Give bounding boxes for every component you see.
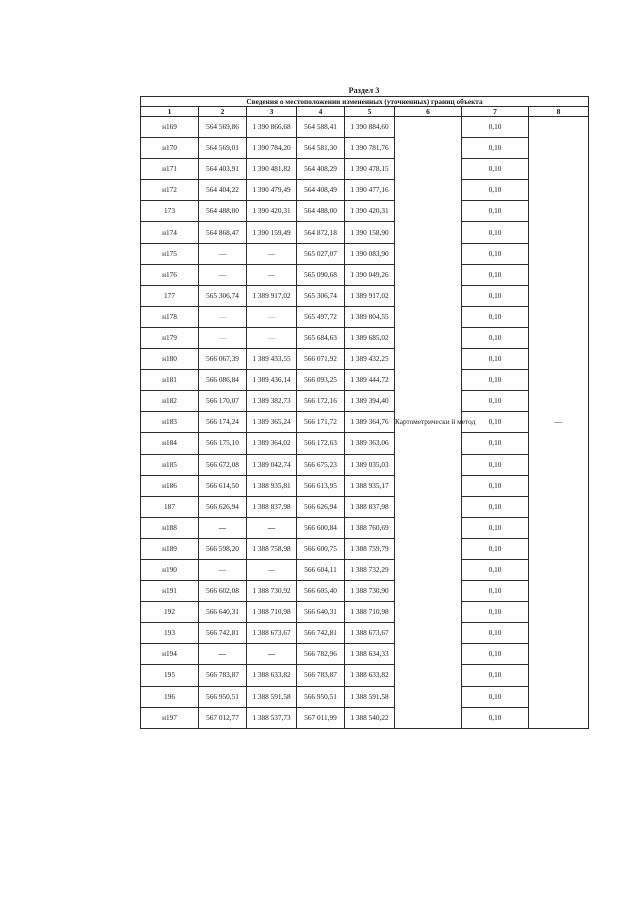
y-new-cell: 1 389 035,03 [345, 454, 395, 475]
x-new-cell: 566 604,11 [297, 559, 345, 580]
point-number-cell: н194 [141, 644, 199, 665]
y-old-cell: 1 389 436,14 [247, 370, 297, 391]
precision-cell: 0,10 [462, 243, 529, 264]
y-old-cell: 1 389 917,02 [247, 285, 297, 306]
x-new-cell: 566 742,81 [297, 623, 345, 644]
x-old-cell: — [199, 559, 247, 580]
point-number-cell: н184 [141, 433, 199, 454]
point-number-cell: н197 [141, 707, 199, 728]
x-old-cell: — [199, 243, 247, 264]
precision-cell: 0,10 [462, 581, 529, 602]
table-row [141, 517, 589, 538]
boundary-coordinates-table [140, 96, 589, 729]
y-new-cell: 1 388 591,58 [345, 686, 395, 707]
y-old-cell: — [247, 264, 297, 285]
x-old-cell: — [199, 306, 247, 327]
table-row [141, 117, 589, 138]
x-old-cell: 564 488,00 [199, 201, 247, 222]
x-new-cell: 564 408,29 [297, 159, 345, 180]
y-old-cell: 1 390 420,31 [247, 201, 297, 222]
table-row [141, 496, 589, 517]
point-number-cell: н181 [141, 370, 199, 391]
point-number-cell: 187 [141, 496, 199, 517]
y-old-cell: — [247, 243, 297, 264]
y-old-cell: 1 389 433,55 [247, 349, 297, 370]
precision-cell: 0,10 [462, 327, 529, 348]
precision-cell: 0,10 [462, 623, 529, 644]
y-new-cell: 1 389 685,02 [345, 327, 395, 348]
x-new-cell: 565 090,68 [297, 264, 345, 285]
precision-cell: 0,10 [462, 602, 529, 623]
point-number-cell: н172 [141, 180, 199, 201]
point-number-cell: н188 [141, 517, 199, 538]
x-new-cell: 566 093,25 [297, 370, 345, 391]
column-number: 4 [297, 107, 345, 117]
precision-cell: 0,10 [462, 433, 529, 454]
x-new-cell: 567 011,99 [297, 707, 345, 728]
table-row [141, 391, 589, 412]
x-old-cell: 564 569,86 [199, 117, 247, 138]
x-old-cell: 564 403,91 [199, 159, 247, 180]
point-number-cell: н170 [141, 138, 199, 159]
x-old-cell: — [199, 327, 247, 348]
y-old-cell: 1 388 837,98 [247, 496, 297, 517]
column-number-row [141, 107, 589, 117]
point-number-cell: н169 [141, 117, 199, 138]
column8-cell: — [529, 117, 589, 729]
y-old-cell: 1 389 382,73 [247, 391, 297, 412]
y-new-cell: 1 390 781,76 [345, 138, 395, 159]
precision-cell: 0,10 [462, 201, 529, 222]
precision-cell: 0,10 [462, 138, 529, 159]
y-new-cell: 1 388 732,29 [345, 559, 395, 580]
point-number-cell: 177 [141, 285, 199, 306]
y-new-cell: 1 389 804,55 [345, 306, 395, 327]
table-row [141, 686, 589, 707]
precision-cell: 0,10 [462, 306, 529, 327]
x-new-cell: 566 172,16 [297, 391, 345, 412]
point-number-cell: 192 [141, 602, 199, 623]
table-caption-row [141, 97, 589, 107]
x-old-cell: 564 404,22 [199, 180, 247, 201]
x-new-cell: 566 626,94 [297, 496, 345, 517]
y-new-cell: 1 389 444,72 [345, 370, 395, 391]
precision-cell: 0,10 [462, 665, 529, 686]
y-new-cell: 1 389 432,25 [345, 349, 395, 370]
y-old-cell: 1 389 365,24 [247, 412, 297, 433]
point-number-cell: 193 [141, 623, 199, 644]
table-body [141, 117, 589, 729]
y-new-cell: 1 388 759,79 [345, 538, 395, 559]
x-new-cell: 566 950,51 [297, 686, 345, 707]
precision-cell: 0,10 [462, 559, 529, 580]
y-new-cell: 1 389 917,02 [345, 285, 395, 306]
y-old-cell: 1 390 784,20 [247, 138, 297, 159]
x-new-cell: 565 684,63 [297, 327, 345, 348]
y-new-cell: 1 389 364,76 [345, 412, 395, 433]
y-new-cell: 1 388 633,82 [345, 665, 395, 686]
point-number-cell: 195 [141, 665, 199, 686]
x-old-cell: — [199, 517, 247, 538]
x-old-cell: 566 598,20 [199, 538, 247, 559]
point-number-cell: 196 [141, 686, 199, 707]
table-row [141, 454, 589, 475]
x-old-cell: 566 950,51 [199, 686, 247, 707]
y-old-cell: 1 390 481,82 [247, 159, 297, 180]
x-old-cell: — [199, 264, 247, 285]
table-row [141, 644, 589, 665]
y-old-cell: 1 388 591,58 [247, 686, 297, 707]
precision-cell: 0,10 [462, 349, 529, 370]
table-row [141, 327, 589, 348]
point-number-cell: н178 [141, 306, 199, 327]
y-old-cell: 1 388 710,98 [247, 602, 297, 623]
point-number-cell: н190 [141, 559, 199, 580]
x-new-cell: 566 171,72 [297, 412, 345, 433]
x-old-cell: 566 174,24 [199, 412, 247, 433]
precision-cell: 0,10 [462, 412, 529, 433]
y-old-cell: 1 390 479,49 [247, 180, 297, 201]
x-new-cell: 565 497,72 [297, 306, 345, 327]
x-new-cell: 566 782,96 [297, 644, 345, 665]
y-old-cell: — [247, 327, 297, 348]
table-row [141, 538, 589, 559]
column-number: 6 [395, 107, 462, 117]
precision-cell: 0,10 [462, 686, 529, 707]
column-number: 5 [345, 107, 395, 117]
table-row [141, 623, 589, 644]
precision-cell: 0,10 [462, 264, 529, 285]
column-number: 1 [141, 107, 199, 117]
x-old-cell: 566 170,07 [199, 391, 247, 412]
column-number: 7 [462, 107, 529, 117]
x-old-cell: 566 614,50 [199, 475, 247, 496]
y-new-cell: 1 390 420,31 [345, 201, 395, 222]
precision-cell: 0,10 [462, 496, 529, 517]
y-new-cell: 1 390 884,60 [345, 117, 395, 138]
table-row [141, 370, 589, 391]
y-new-cell: 1 390 049,26 [345, 264, 395, 285]
precision-cell: 0,10 [462, 475, 529, 496]
y-new-cell: 1 389 394,40 [345, 391, 395, 412]
table-caption: Сведения о местоположении измененных (уточненных) границ объекта [141, 97, 589, 107]
point-number-cell: н186 [141, 475, 199, 496]
x-new-cell: 566 675,23 [297, 454, 345, 475]
y-old-cell: 1 389 042,74 [247, 454, 297, 475]
point-number-cell: 173 [141, 201, 199, 222]
precision-cell: 0,10 [462, 180, 529, 201]
x-new-cell: 566 605,40 [297, 581, 345, 602]
y-new-cell: 1 390 083,90 [345, 243, 395, 264]
point-number-cell: н171 [141, 159, 199, 180]
point-number-cell: н174 [141, 222, 199, 243]
y-old-cell: — [247, 517, 297, 538]
point-number-cell: н179 [141, 327, 199, 348]
table-row [141, 475, 589, 496]
table-row [141, 306, 589, 327]
column-number: 8 [529, 107, 589, 117]
y-new-cell: 1 388 935,17 [345, 475, 395, 496]
x-new-cell: 564 581,30 [297, 138, 345, 159]
column-number: 3 [247, 107, 297, 117]
table-row [141, 264, 589, 285]
precision-cell: 0,10 [462, 644, 529, 665]
y-new-cell: 1 388 730,90 [345, 581, 395, 602]
point-number-cell: н182 [141, 391, 199, 412]
x-new-cell: 564 872,18 [297, 222, 345, 243]
table-row [141, 581, 589, 602]
precision-cell: 0,10 [462, 159, 529, 180]
x-new-cell: 566 071,92 [297, 349, 345, 370]
y-new-cell: 1 390 158,90 [345, 222, 395, 243]
y-old-cell: 1 390 159,49 [247, 222, 297, 243]
precision-cell: 0,10 [462, 538, 529, 559]
y-old-cell: 1 388 673,67 [247, 623, 297, 644]
x-old-cell: 566 640,31 [199, 602, 247, 623]
x-old-cell: 566 742,81 [199, 623, 247, 644]
y-old-cell: 1 388 758,98 [247, 538, 297, 559]
table-row [141, 180, 589, 201]
table-row [141, 138, 589, 159]
x-old-cell: 566 175,10 [199, 433, 247, 454]
precision-cell: 0,10 [462, 517, 529, 538]
x-new-cell: 565 027,07 [297, 243, 345, 264]
column-number: 2 [199, 107, 247, 117]
y-old-cell: 1 388 633,82 [247, 665, 297, 686]
y-old-cell: 1 388 935,81 [247, 475, 297, 496]
x-old-cell: 566 672,08 [199, 454, 247, 475]
y-old-cell: 1 389 364,02 [247, 433, 297, 454]
y-new-cell: 1 390 478,15 [345, 159, 395, 180]
x-new-cell: 566 783,87 [297, 665, 345, 686]
point-number-cell: н183 [141, 412, 199, 433]
precision-cell: 0,10 [462, 391, 529, 412]
precision-cell: 0,10 [462, 454, 529, 475]
y-new-cell: 1 388 634,33 [345, 644, 395, 665]
table-row [141, 412, 589, 433]
point-number-cell: н189 [141, 538, 199, 559]
y-new-cell: 1 388 540,22 [345, 707, 395, 728]
x-new-cell: 566 613,95 [297, 475, 345, 496]
table-row [141, 243, 589, 264]
x-old-cell: 564 569,01 [199, 138, 247, 159]
table-row [141, 433, 589, 454]
y-new-cell: 1 389 363,06 [345, 433, 395, 454]
table-row [141, 349, 589, 370]
point-number-cell: н176 [141, 264, 199, 285]
y-old-cell: 1 388 537,73 [247, 707, 297, 728]
y-old-cell: 1 388 730,92 [247, 581, 297, 602]
x-new-cell: 566 172,63 [297, 433, 345, 454]
x-new-cell: 564 408,49 [297, 180, 345, 201]
table-row [141, 602, 589, 623]
x-old-cell: 566 783,87 [199, 665, 247, 686]
x-old-cell: 566 626,94 [199, 496, 247, 517]
table-row [141, 285, 589, 306]
precision-cell: 0,10 [462, 370, 529, 391]
precision-cell: 0,10 [462, 707, 529, 728]
x-new-cell: 564 588,41 [297, 117, 345, 138]
table-row [141, 559, 589, 580]
precision-cell: 0,10 [462, 117, 529, 138]
x-old-cell: 566 086,84 [199, 370, 247, 391]
precision-cell: 0,10 [462, 285, 529, 306]
point-number-cell: н191 [141, 581, 199, 602]
precision-cell: 0,10 [462, 222, 529, 243]
y-new-cell: 1 390 477,16 [345, 180, 395, 201]
table-row [141, 222, 589, 243]
table-row [141, 159, 589, 180]
x-old-cell: 567 012,77 [199, 707, 247, 728]
x-new-cell: 564 488,00 [297, 201, 345, 222]
x-old-cell: 566 067,39 [199, 349, 247, 370]
table-row [141, 707, 589, 728]
y-old-cell: — [247, 644, 297, 665]
section-title: Раздел 3 [348, 86, 380, 95]
y-old-cell: — [247, 306, 297, 327]
point-number-cell: н180 [141, 349, 199, 370]
x-new-cell: 566 600,75 [297, 538, 345, 559]
x-old-cell: 564 868,47 [199, 222, 247, 243]
x-new-cell: 565 306,74 [297, 285, 345, 306]
y-old-cell: 1 390 866,68 [247, 117, 297, 138]
x-new-cell: 566 600,84 [297, 517, 345, 538]
point-number-cell: н175 [141, 243, 199, 264]
y-new-cell: 1 388 673,67 [345, 623, 395, 644]
method-cell: Картометрически й метод [395, 117, 462, 729]
x-new-cell: 566 640,31 [297, 602, 345, 623]
x-old-cell: 566 602,08 [199, 581, 247, 602]
table-row [141, 201, 589, 222]
table-row [141, 665, 589, 686]
y-old-cell: — [247, 559, 297, 580]
y-new-cell: 1 388 760,69 [345, 517, 395, 538]
x-old-cell: 565 306,74 [199, 285, 247, 306]
y-new-cell: 1 388 837,98 [345, 496, 395, 517]
y-new-cell: 1 388 710,98 [345, 602, 395, 623]
x-old-cell: — [199, 644, 247, 665]
point-number-cell: н185 [141, 454, 199, 475]
